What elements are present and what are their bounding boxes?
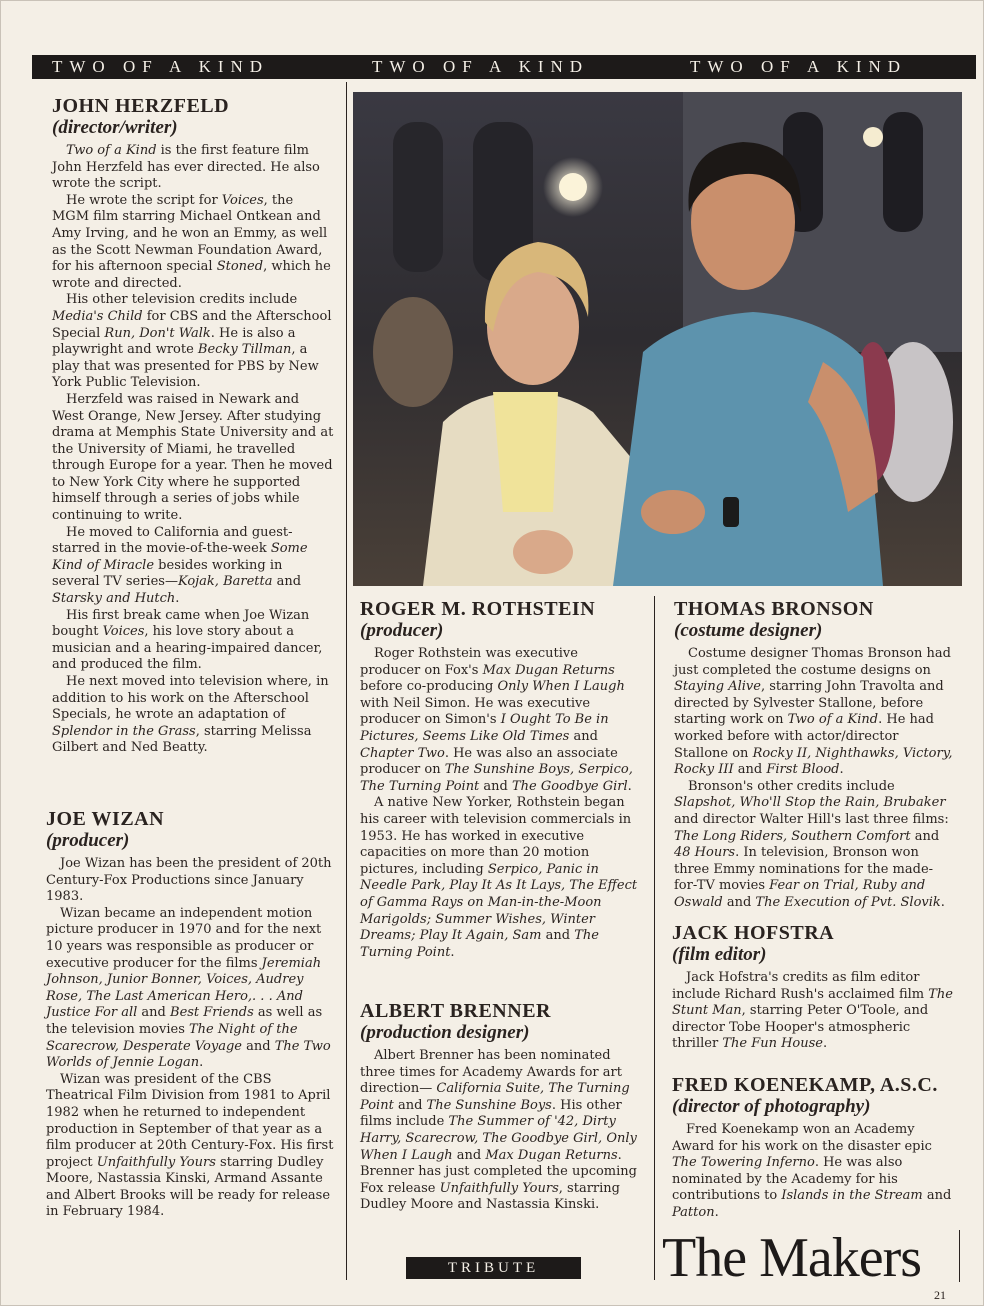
text-run: before co-producing: [360, 679, 498, 695]
film-title: Islands in the Stream: [781, 1188, 923, 1204]
text-run: and: [452, 1147, 486, 1163]
film-title: Stoned: [216, 259, 264, 275]
text-run: Wizan became an independent motion picture producer in 1970 and for the next 10 years was responsible as producer or executive producer for the films: [46, 905, 322, 971]
text-run: Joe Wizan has been the president of 20th Century-Fox Productions since January 1983.: [46, 856, 332, 905]
bio-paragraph: [674, 646, 956, 779]
film-title: Splendor in the Grass: [52, 723, 196, 739]
film-title: Unfaithfully Yours: [96, 1154, 216, 1170]
film-title: Two of a Kind: [787, 712, 879, 728]
text-run: , starring Melissa Gilbert and Ned Beatty.: [52, 723, 312, 756]
bio-paragraph: [360, 1048, 642, 1214]
film-title: Jeremiah Johnson, Junior Bonner, Voices, Audrey Rose, The Last American Hero,. . . And Justice For all: [46, 955, 322, 1021]
text-run: Wizan was president of the CBS Theatrical Film Division from 1981 to April 1982 when he returned to independent production in September of that year as a film producer at 20th Century-Fox. His first project: [46, 1071, 334, 1170]
film-title: Kojak, Baretta: [177, 574, 273, 590]
film-title: The Execution of Pvt. Slovik: [755, 894, 941, 910]
bio-role: (producer): [46, 830, 130, 851]
film-title: Voices: [221, 192, 264, 208]
bio-name: FRED KOENEKAMP, A.S.C.: [672, 1074, 938, 1096]
bio-role: (director/writer): [52, 117, 178, 138]
bio-bronson: [674, 598, 956, 912]
film-title: The Stunt Man: [672, 986, 953, 1019]
bio-hofstra: [672, 922, 956, 1053]
film-title: Chapter Two: [360, 745, 445, 761]
film-title: Serpico, Panic in Needle Park, Play It As It Lays, The Effect of Gamma Rays on Man-in-the-Moon Marigolds; Summer Wishes, Winter Dreams; Play It Again, Sam: [360, 861, 638, 944]
film-title: 48 Hours: [674, 845, 736, 861]
text-run: .: [823, 1036, 828, 1052]
text-run: . Brenner has just completed the upcoming Fox release: [360, 1147, 637, 1196]
bio-paragraph: [674, 779, 956, 912]
bio-text: [52, 143, 334, 757]
tribute-label: TRIBUTE: [406, 1257, 581, 1279]
bio-rothstein: [360, 598, 642, 961]
text-run: and: [733, 762, 767, 778]
text-run: He next moved into television where, in addition to his work on the Afterschool Specials, he wrote an adaptation of: [52, 674, 329, 723]
bio-name: JOHN HERZFELD: [52, 95, 230, 117]
text-run: and director Walter Hill's last three films:: [674, 811, 949, 827]
bio-paragraph: [52, 525, 334, 608]
text-run: , starring John Travolta and directed by Sylvester Stallone, before starting work on: [674, 679, 944, 728]
text-run: . He had worked before with actor/director Stallone on: [674, 712, 934, 761]
film-title: The Two Worlds of Jennie Logan: [46, 1038, 331, 1071]
text-run: .: [199, 1055, 204, 1071]
film-title: Media's Child: [52, 308, 143, 324]
text-run: and: [910, 828, 940, 844]
bio-paragraph: [52, 608, 334, 674]
bio-paragraph: [46, 856, 334, 906]
film-title: Two of a Kind: [66, 143, 157, 158]
column-rule-right: [654, 596, 655, 1280]
banner-title-3: TWO OF A KIND: [690, 57, 908, 76]
bio-paragraph: [52, 193, 334, 293]
bio-role: (film editor): [672, 944, 767, 965]
text-run: and: [479, 778, 513, 794]
film-title: The Towering Inferno: [672, 1155, 815, 1171]
film-title: Starsky and Hutch: [52, 591, 176, 607]
film-still-photo: [353, 92, 962, 586]
text-run: and: [241, 1038, 275, 1054]
bio-text: [672, 970, 956, 1053]
text-run: and: [922, 1188, 952, 1204]
text-run: as well as the television movies: [46, 1005, 323, 1037]
text-run: and: [393, 1097, 427, 1113]
text-run: .: [839, 762, 844, 778]
text-run: . He was also an associate producer on: [360, 745, 618, 778]
bio-brenner: [360, 1000, 642, 1214]
bio-name: JACK HOFSTRA: [672, 922, 835, 944]
film-title: Some Kind of Miracle: [52, 541, 308, 573]
bio-role: (director of photography): [672, 1096, 871, 1117]
film-title: Run, Don't Walk: [104, 325, 211, 341]
bio-name: THOMAS BRONSON: [674, 598, 874, 620]
text-run: besides working in several TV series—: [52, 557, 283, 590]
film-title: I Ought To Be in Pictures, Seems Like Old Times: [360, 712, 609, 744]
text-run: Fred Koenekamp won an Academy Award for his work on the disaster epic: [672, 1122, 932, 1154]
bio-wizan: [46, 808, 334, 1221]
bio-paragraph: [52, 143, 334, 193]
film-title: Max Dugan Returns: [485, 1147, 618, 1163]
bio-paragraph: [46, 1072, 334, 1221]
text-run: and: [722, 894, 756, 910]
text-run: , starring Dudley Moore and Nastassia Kinski.: [360, 1180, 620, 1213]
text-run: and: [272, 574, 302, 590]
text-run: . His other films include: [360, 1097, 622, 1130]
film-title: Becky Tillman: [197, 342, 292, 358]
film-title: Rocky II, Nighthawks, Victory, Rocky III: [674, 745, 953, 778]
bio-text: [672, 1122, 956, 1222]
text-run: starring Dudley Moore, Nastassia Kinski, Armand Assante and Albert Brooks will be ready for release in February 1984.: [46, 1154, 331, 1220]
text-run: , his love story about a musician and a hearing-impaired dancer, and produced the film.: [52, 624, 323, 673]
film-title: Unfaithfully Yours: [439, 1180, 559, 1196]
text-run: and: [541, 928, 575, 944]
film-title: Slapshot, Who'll Stop the Rain, Brubaker: [674, 795, 946, 811]
bio-name: ROGER M. ROTHSTEIN: [360, 598, 596, 620]
text-run: Jack Hofstra's credits as film editor include Richard Rush's acclaimed film: [672, 970, 929, 1002]
text-run: .: [175, 591, 180, 607]
bio-name: JOE WIZAN: [46, 808, 165, 830]
film-title: Staying Alive: [674, 679, 761, 695]
text-run: is the first feature film John Herzfeld has ever directed. He also wrote the script.: [52, 143, 320, 192]
film-title: The Long Riders, Southern Comfort: [674, 828, 911, 844]
film-title: The Fun House: [722, 1036, 823, 1052]
film-title: Fear on Trial, Ruby and Oswald: [674, 878, 926, 910]
film-title: Only When I Laugh: [497, 679, 625, 695]
banner-title-2: TWO OF A KIND: [372, 57, 590, 76]
bio-paragraph: [360, 646, 642, 795]
text-run: Roger Rothstein was executive producer on Fox's: [360, 646, 578, 678]
text-run: and: [569, 728, 598, 744]
header-banner: [32, 55, 976, 79]
bio-paragraph: [672, 1122, 956, 1222]
text-run: .: [940, 894, 945, 910]
text-run: , which he wrote and directed.: [52, 259, 331, 291]
bio-paragraph: [52, 674, 334, 757]
bio-text: [360, 1048, 642, 1214]
text-run: , starring Peter O'Toole, and director Tobe Hooper's atmospheric thriller: [672, 1003, 929, 1052]
film-title: California Suite, The Turning Point: [360, 1081, 630, 1113]
text-run: .: [627, 778, 632, 794]
film-title: The Turning Point: [360, 928, 599, 960]
makers-rule: [959, 1230, 960, 1282]
film-title: First Blood: [766, 762, 840, 778]
page-number: 21: [934, 1288, 946, 1302]
text-run: Albert Brenner has been nominated three times for Academy Awards for art direction—: [360, 1048, 622, 1097]
banner-title-1: TWO OF A KIND: [52, 57, 270, 76]
bio-role: (costume designer): [674, 620, 823, 641]
bio-role: (production designer): [360, 1022, 530, 1043]
text-run: He moved to California and guest-starred in the movie-of-the-week: [52, 524, 293, 557]
bio-name: ALBERT BRENNER: [360, 1000, 551, 1022]
section-title-the-makers: The Makers: [662, 1227, 922, 1289]
text-run: .: [450, 944, 455, 960]
film-title: The Sunshine Boys, Serpico, The Turning Point: [360, 762, 633, 794]
bio-paragraph: [52, 392, 334, 525]
bio-text: [360, 646, 642, 961]
film-title: The Night of the Scarecrow, Desperate Voyage: [46, 1021, 298, 1054]
film-still-illustration: [353, 92, 962, 586]
text-run: Bronson's other credits include: [688, 778, 895, 794]
bio-paragraph: [46, 906, 334, 1072]
bio-paragraph: [52, 292, 334, 392]
text-run: . He was also nominated by the Academy for his contributions to: [672, 1155, 903, 1204]
film-title: Patton: [672, 1204, 715, 1220]
text-run: Costume designer Thomas Bronson had just completed the costume designs on: [674, 646, 951, 678]
film-title: The Goodbye Girl: [512, 778, 628, 794]
text-run: His first break came when Joe Wizan bought: [52, 607, 310, 640]
bio-paragraph: [360, 795, 642, 961]
text-run: and: [137, 1005, 171, 1021]
text-run: . In television, Bronson won three Emmy nominations for the made-for-TV movies: [674, 845, 934, 894]
film-title: Voices: [102, 624, 145, 640]
column-rule-left: [346, 82, 347, 1280]
bio-text: [674, 646, 956, 912]
film-title: The Sunshine Boys: [426, 1097, 552, 1113]
bio-koenekamp: [672, 1074, 956, 1222]
text-run: . He is also a playwright and wrote: [52, 325, 296, 358]
text-run: He wrote the script for: [66, 192, 222, 208]
bio-role: (producer): [360, 620, 444, 641]
bio-text: [46, 856, 334, 1221]
text-run: for CBS and the Afterschool Special: [52, 308, 332, 341]
film-title: The Summer of '42, Dirty Harry, Scarecrow, The Goodbye Girl, Only When I Laugh: [360, 1114, 637, 1163]
text-run: A native New Yorker, Rothstein began his career with television commercials in 1953. He has worked in executive capacities on more than 20 motion pictures, including: [360, 795, 632, 877]
text-run: with Neil Simon. He was executive producer on Simon's: [360, 695, 591, 728]
text-run: , a play that was presented for PBS by New York Public Television.: [52, 342, 319, 391]
bio-herzfeld: [52, 95, 334, 757]
text-run: Herzfeld was raised in Newark and West Orange, New Jersey. After studying drama at Memphis State University and at the University of Miami, he travelled through Europe for a year. Then he moved to New York City where he supported himself through a series of jobs while continuing to write.: [52, 391, 334, 524]
text-run: , the MGM film starring Michael Ontkean and Amy Irving, and he won an Emmy, as well as the Scott Newman Foundation Award, for his afternoon special: [52, 192, 328, 275]
text-run: His other television credits include: [66, 292, 298, 308]
film-title: Max Dugan Returns: [482, 662, 615, 678]
bio-paragraph: [672, 970, 956, 1053]
text-run: .: [714, 1204, 719, 1220]
film-title: Best Friends: [170, 1005, 254, 1021]
